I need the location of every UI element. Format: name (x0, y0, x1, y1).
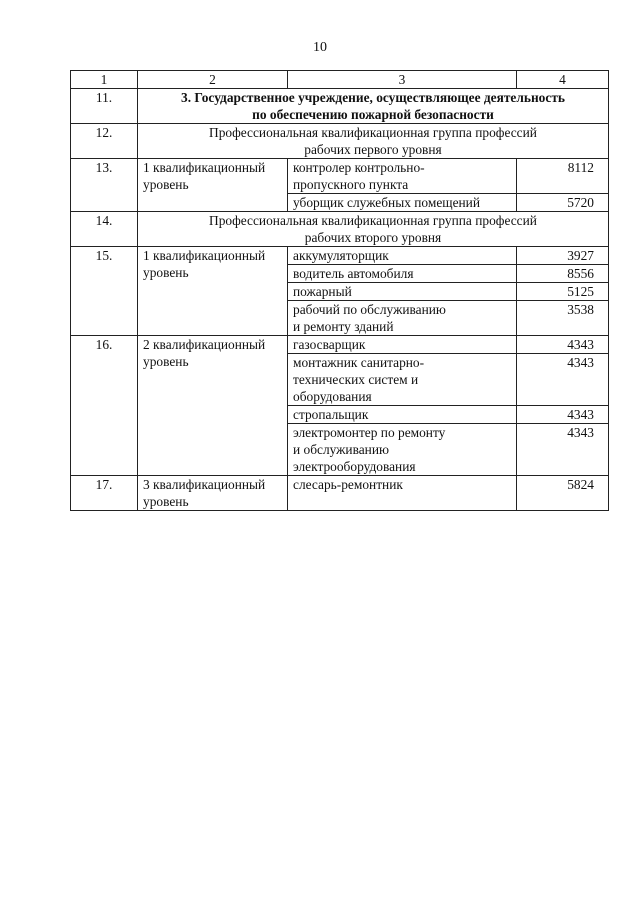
profession-name: стропальщик (288, 406, 517, 424)
table-row (71, 247, 609, 265)
profession-code: 4343 (517, 406, 609, 424)
column-header-2: 2 (138, 71, 288, 89)
profession-name: газосварщик (288, 336, 517, 354)
group-title: Профессиональная квалификационная группа профессий рабочих второго уровня (138, 212, 609, 247)
row-number: 16. (71, 336, 138, 476)
qualification-level: 2 квалификационный уровень (138, 336, 288, 476)
profession-code: 4343 (517, 336, 609, 354)
profession-name: аккумуляторщик (288, 247, 517, 265)
professions-table (70, 70, 609, 511)
qualification-level: 3 квалификационный уровень (138, 476, 288, 511)
row-number: 11. (71, 89, 138, 124)
row-number: 14. (71, 212, 138, 247)
table-row (71, 89, 609, 124)
profession-code: 3538 (517, 301, 609, 336)
profession-name: слесарь-ремонтник (288, 476, 517, 511)
profession-code: 5824 (517, 476, 609, 511)
group-title: Профессиональная квалификационная группа профессий рабочих первого уровня (138, 124, 609, 159)
table-row (71, 476, 609, 511)
column-header-1: 1 (71, 71, 138, 89)
profession-code: 5720 (517, 194, 609, 212)
profession-code: 8112 (517, 159, 609, 194)
column-header-3: 3 (288, 71, 517, 89)
profession-name: рабочий по обслуживанию и ремонту зданий (288, 301, 517, 336)
page-number: 10 (313, 40, 327, 55)
profession-name: водитель автомобиля (288, 265, 517, 283)
profession-name: пожарный (288, 283, 517, 301)
profession-code: 4343 (517, 424, 609, 476)
profession-name: уборщик служебных помещений (288, 194, 517, 212)
profession-code: 5125 (517, 283, 609, 301)
profession-name: монтажник санитарно- технических систем и оборудования (288, 354, 517, 406)
section-title: 3. Государственное учреждение, осуществляющее деятельность по обеспечению пожарной безопасности (138, 89, 609, 124)
table-row (71, 124, 609, 159)
profession-code: 4343 (517, 354, 609, 406)
profession-name: электромонтер по ремонту и обслуживанию электрооборудования (288, 424, 517, 476)
table-header-row (71, 71, 609, 89)
table-row (71, 159, 609, 194)
row-number: 15. (71, 247, 138, 336)
profession-code: 8556 (517, 265, 609, 283)
table-row (71, 336, 609, 354)
profession-code: 3927 (517, 247, 609, 265)
qualification-level: 1 квалификационный уровень (138, 159, 288, 212)
profession-name: контролер контрольно- пропускного пункта (288, 159, 517, 194)
row-number: 12. (71, 124, 138, 159)
row-number: 13. (71, 159, 138, 212)
qualification-level: 1 квалификационный уровень (138, 247, 288, 336)
column-header-4: 4 (517, 71, 609, 89)
table-row (71, 212, 609, 247)
row-number: 17. (71, 476, 138, 511)
